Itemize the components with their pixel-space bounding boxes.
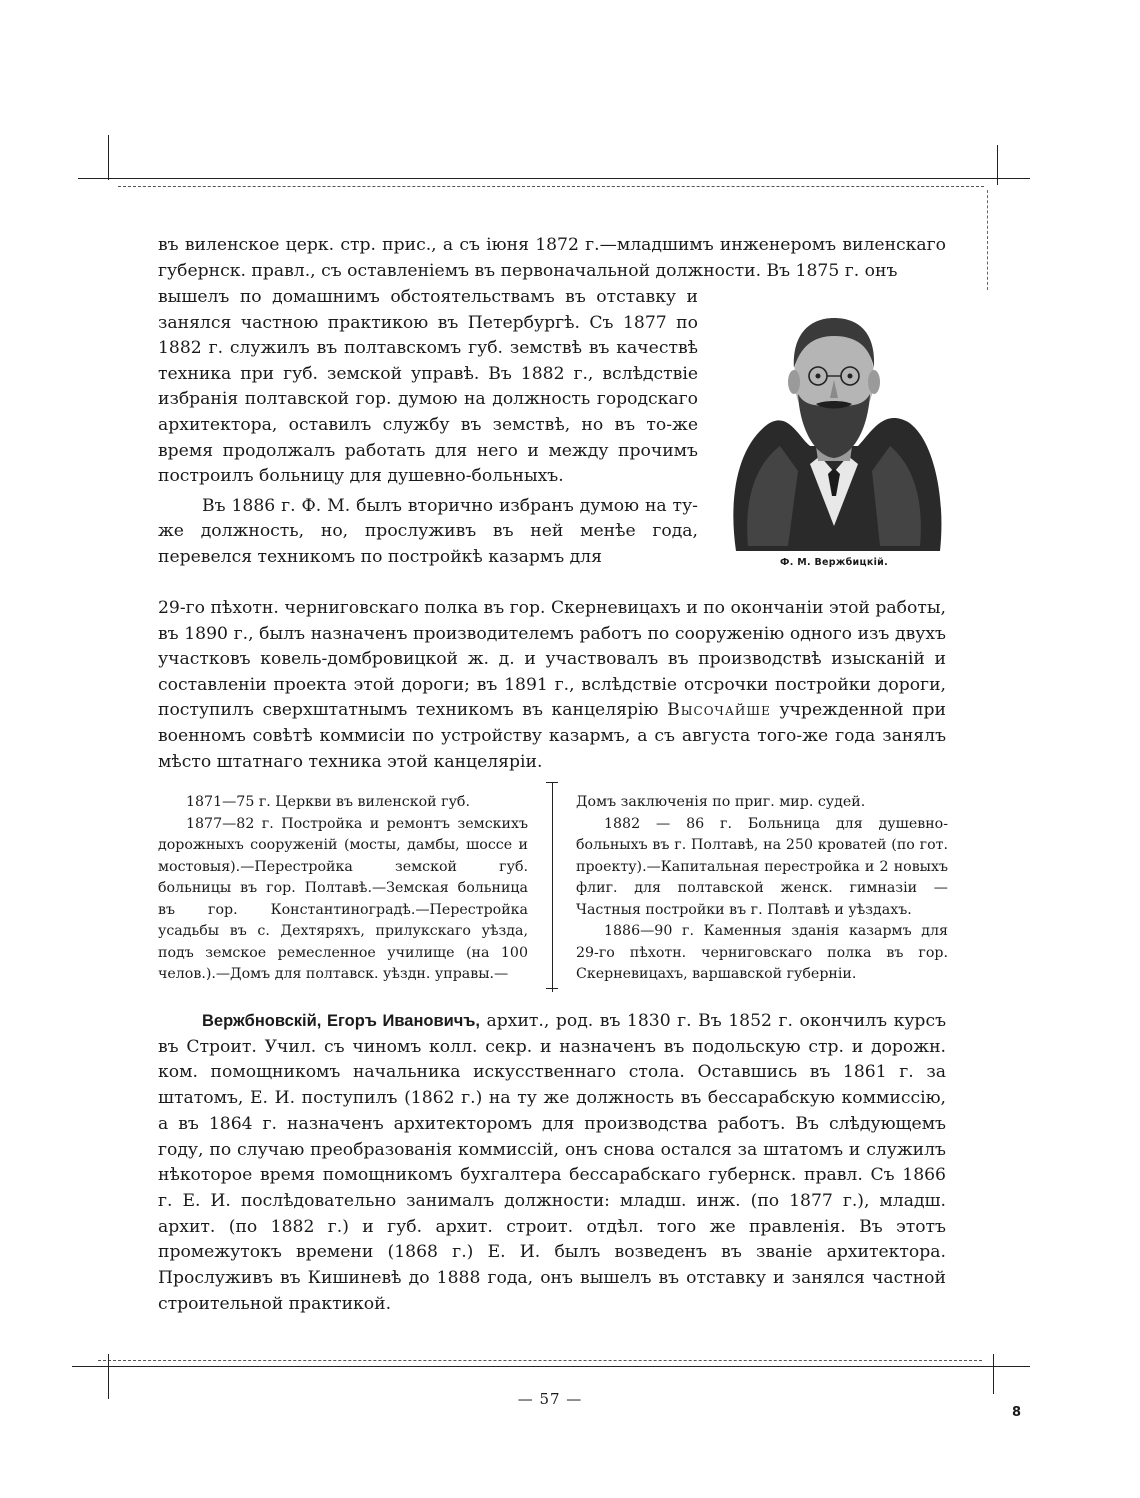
works-item-1886: 1886—90 г. Каменныя зданія казармъ для 29-го пѣхотн. черниговскаго полка въ гор. Скерневицахъ, варшавской губерніи. (576, 923, 948, 982)
entry-verzhbnovsky-text: архит., род. въ 1830 г. Въ 1852 г. окончилъ курсъ въ Строит. Учил. съ чиномъ колл. секр. и назначенъ въ подольскую стр. и дорожн. ком. помощникомъ начальника искусственнаго стола. Оставшись въ 1861 г. за штатомъ, Е. И. поступилъ (1862 г.) на ту же должность въ бессарабскую коммиссію, а въ 1864 г. назначенъ архитекторомъ для производства работъ. Въ слѣдующемъ году, по случаю преобразованія коммиссій, онъ снова остался за штатомъ и служилъ нѣкоторое время помощникомъ бухгалтера бессарабскаго губернск. правл. Съ 1866 г. Е. И. послѣдовательно занималъ должности: младш. инж. (по 1877 г.), младш. архит. (по 1882 г.) и губ. архит. строит. отдѣл. того же правленія. Въ этотъ промежутокъ времени (1868 г.) Е. И. былъ возведенъ въ званіе архитектора. Прослуживъ въ Кишиневѣ до 1888 года, онъ вышелъ въ отставку и занялся частной строительной практикой. (158, 1011, 946, 1314)
frame-right-tick-bottom (993, 1354, 994, 1394)
frame-left-tick-bottom (108, 1354, 109, 1399)
entry-paragraph-2-end: учрежденной при военномъ совѣтѣ коммисіи по устройству казармъ, а съ августа того-же года занялъ мѣсто штатнаго техника этой канцеляріи. (158, 700, 946, 772)
works-item-court-house: Домъ заключенія по приг. мир. судей. (576, 794, 866, 810)
portrait-caption: Ф. М. Вержбицкій. (779, 557, 889, 568)
frame-bottom-rule (72, 1366, 1030, 1367)
entry-paragraph-2-continued (158, 596, 946, 775)
divider-cross-bottom (546, 988, 558, 989)
works-item-1882: 1882 — 86 г. Больница для душевно-больныхъ въ г. Полтавѣ, на 250 кроватей (по гот. проекту).—Капитальная перестройка и 2 новыхъ флиг. для полтавской женск. гимназіи — Частныя постройки въ г. Полтавѣ и уѣздахъ. (576, 815, 948, 918)
entry-verzhbitsky-wrapped (158, 285, 698, 571)
entry-verzhbnovsky (158, 1009, 946, 1317)
entry-paragraph-1: вышелъ по домашнимъ обстоятельствамъ въ отставку и занялся частною практикою въ Петербургѣ. Съ 1877 по 1882 г. служилъ въ полтавскомъ губ. земствѣ въ качествѣ техника при губ. земской управѣ. Въ 1882 г., вслѣдствіе избранія полтавской гор. думою на должность городскаго архитектора, оставилъ службу въ земствѣ, но въ то-же время продолжалъ работать для него и между прочимъ построилъ больницу для душевно-больныхъ. (158, 287, 698, 487)
works-item-1877: 1877—82 г. Постройка и ремонтъ земскихъ дорожныхъ сооруженій (мосты, дамбы, шоссе и мостовыя).—Перестройка земской губ. больницы въ гор. Полтавѣ.—Земская больница въ гор. Константиноградѣ.—Перестройка усадьбы въ с. Дехтяряхъ, прилукскаго уѣзда, подъ земское ремесленное училище (на 100 челов.).—Домъ для полтавск. уѣздн. управы.— (158, 815, 528, 982)
portrait-image (718, 296, 950, 556)
sheet-number: 8 (1012, 1405, 1022, 1420)
highest-word: Высочайше (667, 700, 771, 721)
entry-paragraph-2-text: 29-го пѣхотн. черниговскаго полка въ гор. Скерневицахъ и по окончаніи этой работы, въ 1890 г., былъ назначенъ производителемъ работъ по сооруженію одного изъ двухъ участковъ ковель-домбровицкой ж. д. и участвовалъ въ производствѣ изысканій и составленіи проекта этой дороги; въ 1891 г., вслѣдствіе отсрочки постройки дороги, поступилъ сверхштатнымъ техникомъ въ канцелярію (158, 598, 946, 721)
works-column-divider (552, 782, 553, 992)
works-item-1871: 1871—75 г. Церкви въ виленской губ. (186, 794, 470, 810)
frame-bottom-dashed-rule (98, 1360, 982, 1361)
frame-top-rule (78, 178, 1030, 179)
entry-intro-lines: въ виленское церк. стр. прис., а съ іюня 1872 г.—младшимъ инженеромъ виленскаго губернск. правл., съ оставленіемъ въ первоначальной должности. Въ 1875 г. онъ (158, 235, 946, 281)
page-number: — 57 — (517, 1390, 583, 1408)
frame-right-tick-top (997, 145, 998, 185)
frame-left-tick-top (108, 135, 109, 180)
entry-verzhbitsky-full (158, 596, 946, 775)
entry-verzhbitsky-intro (158, 233, 946, 284)
portrait-photo (718, 296, 950, 556)
entry-heading-name: Вержбновскій, Егоръ Ивановичъ, (202, 1012, 480, 1030)
frame-top-dashed-rule (118, 186, 984, 187)
frame-right-dashed-edge (987, 190, 988, 290)
divider-cross-top (546, 782, 558, 783)
works-column-left (158, 792, 528, 986)
works-column-right (576, 792, 948, 986)
entry-verzhbnovsky-paragraph (158, 1009, 946, 1317)
entry-paragraph-2-start: Въ 1886 г. Ф. М. былъ вторично избранъ думою на ту-же должность, но, прослуживъ въ ней менѣе года, перевелся техникомъ по постройкѣ казармъ для (158, 495, 698, 567)
